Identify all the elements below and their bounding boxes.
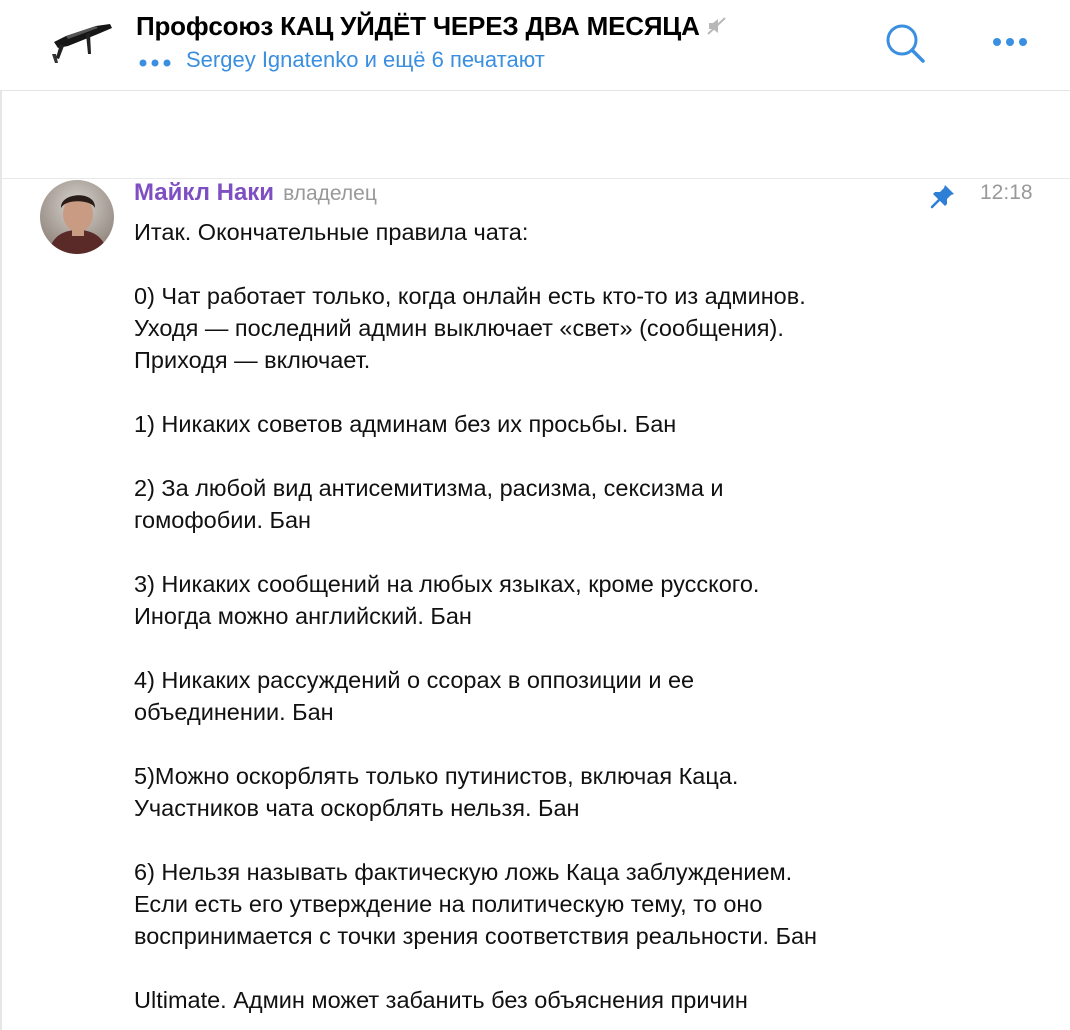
- message-text: [134, 216, 1034, 1016]
- message-paragraph-gap: [134, 376, 1034, 408]
- sender-role: владелец: [283, 182, 377, 205]
- typing-text: Sergey Ignatenko и ещё 6 печатают: [186, 47, 545, 72]
- message-line: Итак. Окончательные правила чата:: [134, 219, 529, 245]
- typing-status: [138, 46, 545, 74]
- message-paragraph-gap: [134, 632, 1034, 664]
- message-line: 4) Никаких рассуждений о ссорах в оппозиции и ее: [134, 667, 695, 693]
- more-dots-icon: [985, 28, 1035, 56]
- message-line: Уходя — последний админ выключает «свет» (сообщения).: [134, 315, 784, 341]
- message-line: 1) Никаких советов админам без их просьбы. Бан: [134, 411, 677, 437]
- typing-dots-icon: [138, 55, 174, 65]
- message-paragraph-gap: [134, 952, 1034, 984]
- message-paragraph-gap: [134, 248, 1034, 280]
- avatar[interactable]: [40, 180, 114, 254]
- message-line: 6) Нельзя называть фактическую ложь Каца заблуждением.: [134, 859, 793, 885]
- sender-name[interactable]: Майкл Наки: [134, 179, 275, 206]
- chat-title: Профсоюз КАЦ УЙДЁТ ЧЕРЕЗ ДВА МЕСЯЦА: [136, 10, 700, 41]
- muted-speaker-icon: [706, 15, 728, 37]
- message-line: 2) За любой вид антисемитизма, расизма, сексизма и: [134, 475, 724, 501]
- message-header: [134, 179, 377, 211]
- message-line: Ultimate. Админ может забанить без объяснения причин: [134, 987, 748, 1013]
- message-line: объединении. Бан: [134, 699, 334, 725]
- message-paragraph-gap: [134, 440, 1034, 472]
- chat-title-row[interactable]: [136, 10, 728, 42]
- window-edge: [0, 0, 2, 1030]
- car-spoiler-icon[interactable]: [46, 14, 116, 74]
- message-line: гомофобии. Бан: [134, 507, 311, 533]
- more-button[interactable]: [985, 28, 1035, 56]
- message-line: 5)Можно оскорблять только путинистов, включая Каца.: [134, 763, 739, 789]
- message-line: 0) Чат работает только, когда онлайн есть кто-то из админов.: [134, 283, 806, 309]
- message-paragraph-gap: [134, 728, 1034, 760]
- search-button[interactable]: [880, 20, 930, 68]
- message-line: Иногда можно английский. Бан: [134, 603, 472, 629]
- message-time: 12:18: [980, 181, 1033, 204]
- search-icon: [880, 20, 930, 68]
- message-line: Приходя — включает.: [134, 347, 371, 373]
- message-paragraph-gap: [134, 824, 1034, 856]
- message-line: Участников чата оскорблять нельзя. Бан: [134, 795, 580, 821]
- message-line: воспринимается с точки зрения соответствия реальности. Бан: [134, 923, 818, 949]
- message-paragraph-gap: [134, 536, 1034, 568]
- chat-header: [0, 0, 1070, 91]
- pin-icon[interactable]: [930, 183, 956, 209]
- message-line: Если есть его утверждение на политическую тему, то оно: [134, 891, 763, 917]
- message-line: 3) Никаких сообщений на любых языках, кроме русского.: [134, 571, 760, 597]
